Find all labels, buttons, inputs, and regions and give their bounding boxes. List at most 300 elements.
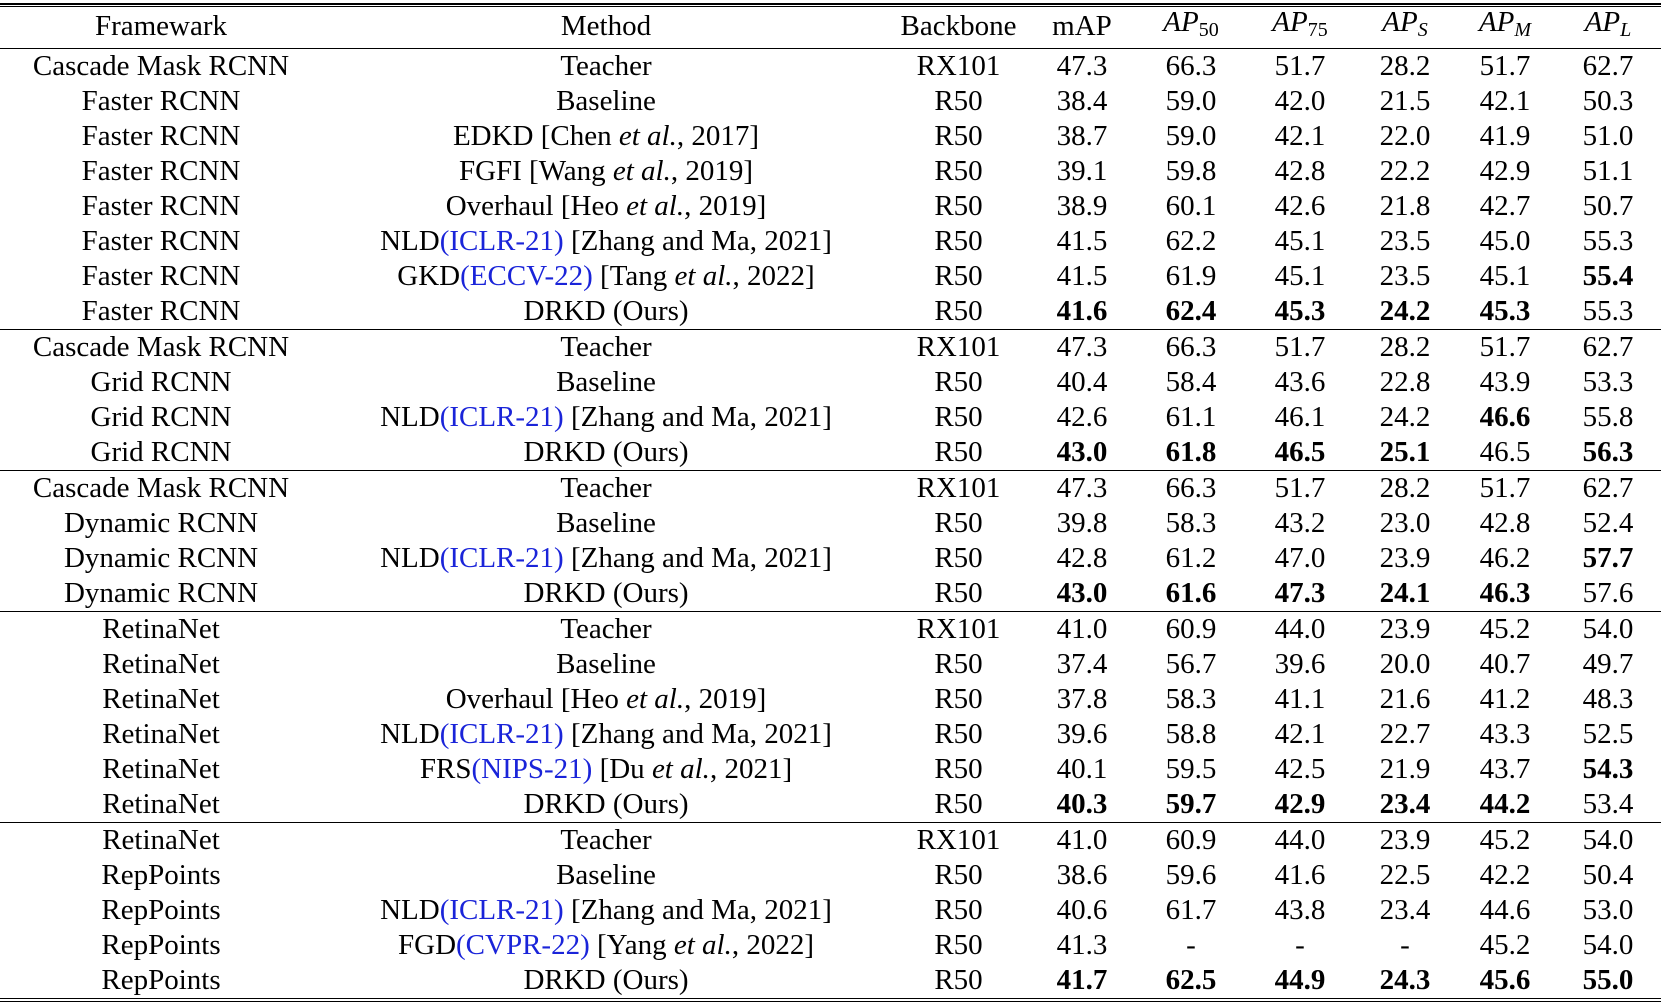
ap50-cell: 62.4 [1165,295,1217,327]
ap50-cell: 58.3 [1165,683,1217,715]
backbone-cell: R50 [934,859,983,891]
apl-cell: 54.0 [1555,612,1661,648]
framework-cell: Grid RCNN [90,436,232,468]
table-row [0,400,1661,435]
citation-etal: et al. [612,155,671,187]
apm-cell: 42.1 [1479,85,1531,117]
table-row [0,365,1661,400]
backbone-cell: R50 [934,683,983,715]
table-row [0,294,1661,330]
aps-cell: 24.3 [1379,964,1431,996]
ap75-cell: 42.6 [1274,190,1326,222]
method-cell [322,612,890,648]
framework-cell: RetinaNet [102,753,220,785]
method-cell [322,963,890,998]
citation-year: , 2021] [709,753,793,785]
aps-cell: 23.9 [1355,612,1455,648]
venue-link: (ICLR-21) [439,718,564,750]
method-cell [322,224,890,259]
apm-cell: 46.6 [1479,401,1531,433]
aps-cell: 23.9 [1355,823,1455,859]
method-name: NLD [380,401,440,433]
citation-text: [Tang [592,260,675,292]
table-row [0,506,1661,541]
ap75-cell: 47.3 [1274,577,1326,609]
apm-cell: 45.2 [1455,612,1555,648]
header-backbone: Backbone [900,10,1017,42]
header-aps: $AP_S$ [1382,6,1428,41]
method-cell [322,787,890,823]
apm-cell: 45.0 [1479,225,1531,257]
map-cell: 38.9 [1056,190,1108,222]
method-name: FGD [398,929,457,961]
aps-cell: 21.6 [1379,683,1431,715]
citation-etal: et al. [674,260,733,292]
ap50-cell: 61.9 [1165,260,1217,292]
table-row [0,928,1661,963]
apl-cell: 55.4 [1582,260,1634,292]
apm-cell: 46.5 [1479,436,1531,468]
citation-text: [Heo [553,190,627,222]
apm-cell: 40.7 [1479,648,1531,680]
ap75-cell: 45.1 [1274,225,1326,257]
apl-cell: 57.7 [1582,542,1634,574]
framework-cell: Dynamic RCNN [63,507,259,539]
ap75-cell: 44.0 [1245,612,1355,648]
citation-text: [Zhang and Ma, 2021] [563,225,832,257]
backbone-cell: R50 [934,295,983,327]
table-row [0,963,1661,998]
backbone-cell: R50 [934,718,983,750]
method-name: DRKD (Ours) [523,436,689,468]
table-row [0,752,1661,787]
aps-cell: 23.5 [1379,260,1431,292]
ap50-cell: 61.1 [1165,401,1217,433]
citation-text: [Zhang and Ma, 2021] [563,718,832,750]
framework-cell: Grid RCNN [90,366,232,398]
ap75-cell: 44.0 [1245,823,1355,859]
method-name: Overhaul [445,190,554,222]
backbone-cell: R50 [934,155,983,187]
framework-cell: RepPoints [101,929,221,961]
apl-cell: 50.3 [1582,85,1634,117]
table-row [0,259,1661,294]
ap75-cell: 42.8 [1274,155,1326,187]
citation-year: , 2022] [731,929,814,961]
map-cell: 47.3 [1027,330,1137,366]
ap50-cell: 66.3 [1137,471,1245,507]
framework-cell: RetinaNet [0,823,322,859]
aps-cell: 21.9 [1379,753,1431,785]
apm-cell: 46.3 [1479,577,1531,609]
header-ap75: $AP_{75}$ [1272,6,1328,41]
table-row [0,330,1661,366]
method-name: Baseline [556,85,656,117]
citation-text: [Heo [553,683,627,715]
ap50-cell: 61.8 [1165,436,1217,468]
citation-etal: et al. [626,683,685,715]
ap75-cell: 42.1 [1274,718,1326,750]
map-cell: 47.3 [1056,50,1108,82]
backbone-cell: R50 [934,260,983,292]
ap75-cell: 42.9 [1274,788,1326,820]
method-name: Teacher [560,472,652,504]
table-row [0,612,1661,648]
apm-cell: 43.7 [1479,753,1531,785]
apm-cell: 45.2 [1479,929,1531,961]
method-name: GKD [397,260,461,292]
apl-cell: 53.0 [1582,894,1634,926]
apl-cell: 53.3 [1582,366,1634,398]
citation-etal: et al. [673,929,732,961]
table-row [0,154,1661,189]
method-cell [322,823,890,859]
apm-cell: 44.6 [1479,894,1531,926]
framework-cell: Cascade Mask RCNN [0,330,322,366]
apl-cell: 62.7 [1582,50,1634,82]
table-row [0,435,1661,471]
method-cell [322,893,890,928]
method-cell [322,541,890,576]
method-cell [322,647,890,682]
aps-cell: 21.8 [1379,190,1431,222]
method-name: NLD [380,542,440,574]
backbone-cell: R50 [934,507,983,539]
apl-cell: 55.3 [1582,295,1634,327]
apm-cell: 51.7 [1479,50,1531,82]
method-cell [322,49,890,85]
backbone-cell: RX101 [916,50,1001,82]
aps-cell: 22.2 [1379,155,1431,187]
map-cell: 41.0 [1027,823,1137,859]
map-cell: 37.4 [1056,648,1108,680]
table-row [0,224,1661,259]
apl-cell: 62.7 [1555,471,1661,507]
ap75-cell: 51.7 [1245,471,1355,507]
ap75-cell: - [1295,929,1305,961]
method-cell [322,365,890,400]
method-cell [322,576,890,612]
bottom-double-rule [0,998,1661,1002]
apl-cell: 54.3 [1582,753,1634,785]
backbone-cell: R50 [934,85,983,117]
citation-text: [Chen [533,120,619,152]
backbone-cell: R50 [934,929,983,961]
apm-cell: 45.1 [1479,260,1531,292]
apl-cell: 51.1 [1582,155,1634,187]
apl-cell: 55.8 [1582,401,1634,433]
framework-cell: Cascade Mask RCNN [32,50,290,82]
table-row [0,189,1661,224]
apm-cell: 41.2 [1479,683,1531,715]
backbone-cell: R50 [934,366,983,398]
ap75-cell: 42.1 [1274,120,1326,152]
ap50-cell: 58.8 [1165,718,1217,750]
apl-cell: 52.4 [1582,507,1634,539]
table-row [0,471,1661,507]
ap50-cell: 59.0 [1165,85,1217,117]
map-cell: 43.0 [1056,436,1108,468]
citation-text: [Wang [521,155,613,187]
venue-link: (ECCV-22) [460,260,593,292]
aps-cell: 22.7 [1379,718,1431,750]
map-cell: 38.4 [1056,85,1108,117]
ap75-cell: 44.9 [1274,964,1326,996]
header-map: mAP [1052,10,1112,42]
method-cell [322,717,890,752]
aps-cell: 24.2 [1379,401,1431,433]
ap75-cell: 46.5 [1274,436,1326,468]
method-cell [322,154,890,189]
ap50-cell: 56.7 [1165,648,1217,680]
method-cell [322,506,890,541]
aps-cell: 23.9 [1379,542,1431,574]
backbone-cell: R50 [934,577,983,609]
backbone-cell: R50 [934,648,983,680]
ap75-cell: 41.6 [1274,859,1326,891]
citation-text: [Du [592,753,652,785]
ap75-cell: 41.1 [1274,683,1326,715]
ap75-cell: 45.3 [1274,295,1326,327]
ap50-cell: 58.4 [1165,366,1217,398]
apm-cell: 46.2 [1479,542,1531,574]
aps-cell: - [1400,929,1410,961]
framework-cell: Dynamic RCNN [63,577,259,609]
results-table [0,4,1661,998]
framework-cell: Cascade Mask RCNN [0,471,322,507]
apm-cell: 41.9 [1479,120,1531,152]
backbone-cell: RX101 [890,330,1027,366]
map-cell: 40.3 [1056,788,1108,820]
header-apm: $AP_M$ [1478,6,1532,41]
apm-cell: 43.9 [1479,366,1531,398]
apl-cell: 49.7 [1582,648,1634,680]
table-body [0,49,1661,999]
framework-cell: Faster RCNN [81,260,241,292]
aps-cell: 25.1 [1379,436,1431,468]
apm-cell: 45.6 [1479,964,1531,996]
map-cell: 39.1 [1056,155,1108,187]
ap75-cell: 43.8 [1274,894,1326,926]
backbone-cell: R50 [934,401,983,433]
apm-cell: 42.9 [1479,155,1531,187]
ap50-cell: 66.3 [1165,50,1217,82]
ap50-cell: 60.9 [1137,823,1245,859]
method-name: Overhaul [445,683,554,715]
venue-link: (CVPR-22) [456,929,590,961]
method-name: EDKD [452,120,534,152]
apm-cell: 42.7 [1479,190,1531,222]
ap75-cell: 51.7 [1245,330,1355,366]
ap75-cell: 43.6 [1274,366,1326,398]
method-cell [322,752,890,787]
backbone-cell: R50 [934,120,983,152]
map-cell: 40.6 [1056,894,1108,926]
ap75-cell: 45.1 [1274,260,1326,292]
backbone-cell: R50 [934,225,983,257]
framework-cell: Faster RCNN [81,155,241,187]
table-row [0,541,1661,576]
table-row [0,647,1661,682]
map-cell: 47.3 [1027,471,1137,507]
header-row [0,5,1661,49]
method-name: DRKD (Ours) [523,295,689,327]
ap50-cell: 59.8 [1165,155,1217,187]
method-cell [322,294,890,330]
aps-cell: 22.5 [1379,859,1431,891]
ap75-cell: 51.7 [1274,50,1326,82]
map-cell: 41.3 [1056,929,1108,961]
method-name: DRKD (Ours) [523,964,689,996]
method-cell [322,84,890,119]
map-cell: 41.0 [1027,612,1137,648]
aps-cell: 21.5 [1379,85,1431,117]
ap75-cell: 47.0 [1274,542,1326,574]
framework-cell: RepPoints [101,964,221,996]
method-name: Teacher [560,613,652,645]
venue-link: (ICLR-21) [439,894,564,926]
table-row [0,119,1661,154]
method-name: Baseline [556,648,656,680]
ap75-cell: 46.1 [1274,401,1326,433]
table-row [0,84,1661,119]
map-cell: 39.6 [1056,718,1108,750]
ap50-cell: 62.5 [1165,964,1217,996]
aps-cell: 28.2 [1355,330,1455,366]
citation-year: , 2019] [684,190,767,222]
ap50-cell: 60.1 [1165,190,1217,222]
table-row [0,858,1661,893]
apm-cell: 51.7 [1455,471,1555,507]
method-name: Teacher [560,824,652,856]
citation-text: [Zhang and Ma, 2021] [563,542,832,574]
framework-cell: RetinaNet [0,612,322,648]
venue-link: (NIPS-21) [471,753,593,785]
framework-cell: Faster RCNN [81,120,241,152]
method-cell [322,189,890,224]
citation-etal: et al. [618,120,677,152]
framework-cell: Faster RCNN [81,295,241,327]
backbone-cell: R50 [934,753,983,785]
map-cell: 40.1 [1056,753,1108,785]
backbone-cell: R50 [934,894,983,926]
map-cell: 43.0 [1056,577,1108,609]
venue-link: (ICLR-21) [439,225,564,257]
apl-cell: 50.7 [1582,190,1634,222]
apl-cell: 56.3 [1582,436,1634,468]
method-cell [322,400,890,435]
framework-cell: RetinaNet [102,683,220,715]
map-cell: 40.4 [1056,366,1108,398]
backbone-cell: RX101 [890,471,1027,507]
aps-cell: 22.0 [1379,120,1431,152]
ap50-cell: 59.6 [1165,859,1217,891]
table-row [0,49,1661,85]
framework-cell: Faster RCNN [81,190,241,222]
ap50-cell: - [1186,929,1196,961]
aps-cell: 24.2 [1379,295,1431,327]
apm-cell: 45.3 [1479,295,1531,327]
header-method: Method [560,10,652,42]
ap50-cell: 59.5 [1165,753,1217,785]
aps-cell: 28.2 [1379,50,1431,82]
apm-cell: 43.3 [1479,718,1531,750]
citation-etal: et al. [626,190,685,222]
framework-cell: RepPoints [101,859,221,891]
method-name: Baseline [556,859,656,891]
framework-cell: Faster RCNN [81,225,241,257]
ap75-cell: 39.6 [1274,648,1326,680]
apm-cell: 42.8 [1479,507,1531,539]
aps-cell: 23.4 [1379,894,1431,926]
ap50-cell: 61.6 [1165,577,1217,609]
ap50-cell: 60.9 [1137,612,1245,648]
citation-etal: et al. [651,753,710,785]
table-row [0,682,1661,717]
map-cell: 39.8 [1056,507,1108,539]
map-cell: 41.6 [1056,295,1108,327]
apl-cell: 54.0 [1555,823,1661,859]
ap50-cell: 59.7 [1165,788,1217,820]
aps-cell: 28.2 [1355,471,1455,507]
citation-text: [Zhang and Ma, 2021] [563,894,832,926]
ap75-cell: 43.2 [1274,507,1326,539]
method-name: Teacher [560,331,652,363]
aps-cell: 23.5 [1379,225,1431,257]
apl-cell: 53.4 [1582,788,1634,820]
framework-cell: RetinaNet [102,788,220,820]
backbone-cell: RX101 [890,823,1027,859]
framework-cell: RetinaNet [102,718,220,750]
ap50-cell: 59.0 [1165,120,1217,152]
citation-text: [Yang [589,929,674,961]
venue-link: (ICLR-21) [439,542,564,574]
table-row [0,787,1661,823]
apl-cell: 57.6 [1582,577,1634,609]
ap50-cell: 66.3 [1137,330,1245,366]
citation-text: [Zhang and Ma, 2021] [563,401,832,433]
map-cell: 42.8 [1056,542,1108,574]
header-framework: Framewark [94,10,228,42]
backbone-cell: R50 [934,788,983,820]
framework-cell: Dynamic RCNN [63,542,259,574]
table-row [0,717,1661,752]
apl-cell: 50.4 [1582,859,1634,891]
table-row [0,823,1661,859]
citation-year: , 2019] [670,155,754,187]
method-name: Baseline [556,366,656,398]
framework-cell: RetinaNet [102,648,220,680]
aps-cell: 23.4 [1379,788,1431,820]
method-name: FGFI [458,155,522,187]
apl-cell: 48.3 [1582,683,1634,715]
apl-cell: 55.3 [1582,225,1634,257]
method-name: NLD [380,225,440,257]
apl-cell: 62.7 [1555,330,1661,366]
apm-cell: 51.7 [1455,330,1555,366]
ap75-cell: 42.5 [1274,753,1326,785]
ap50-cell: 61.2 [1165,542,1217,574]
aps-cell: 23.0 [1379,507,1431,539]
apl-cell: 54.0 [1582,929,1634,961]
header-apl: $AP_L$ [1584,6,1632,41]
method-cell [322,928,890,963]
aps-cell: 22.8 [1379,366,1431,398]
ap50-cell: 62.2 [1165,225,1217,257]
table-row [0,576,1661,612]
map-cell: 37.8 [1056,683,1108,715]
framework-cell: Grid RCNN [90,401,232,433]
